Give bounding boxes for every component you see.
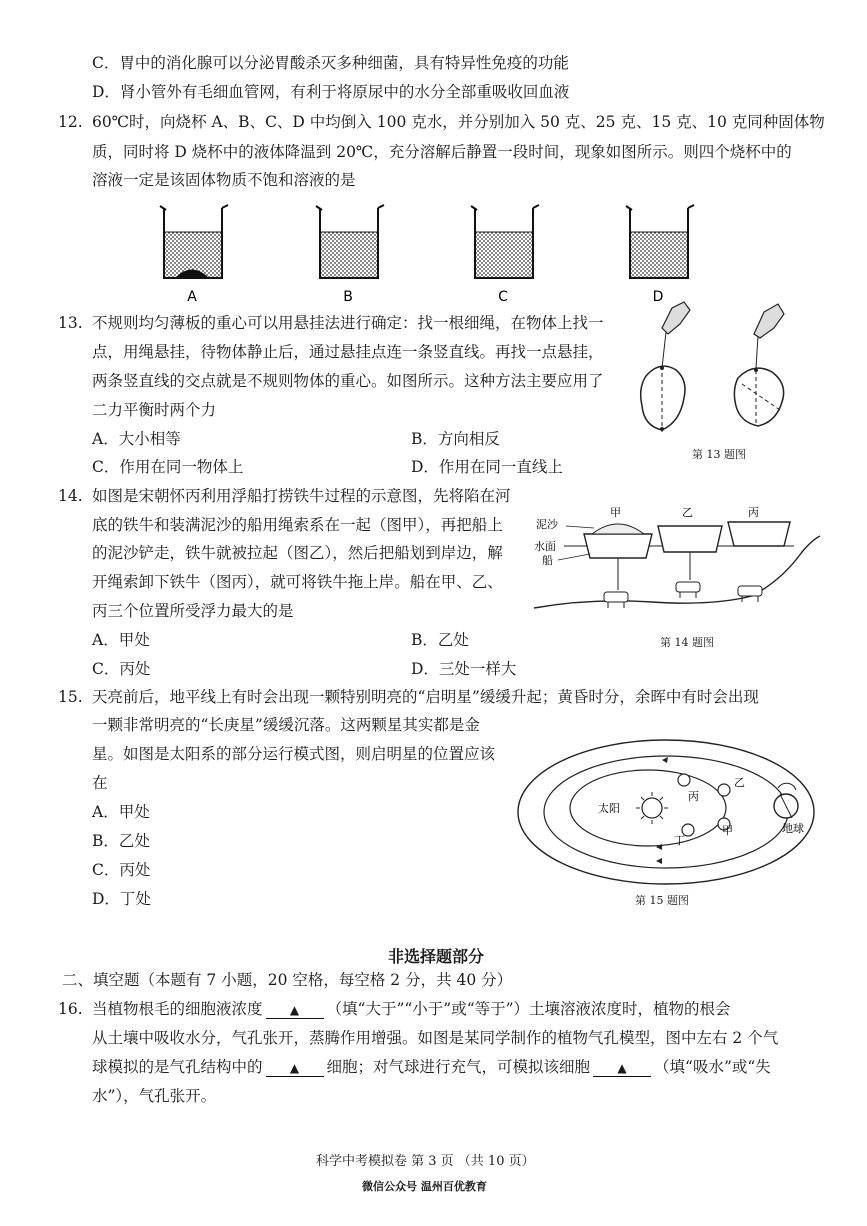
label-yi: 乙: [682, 506, 693, 519]
q14-figure-caption: 第 14 题图: [660, 636, 714, 649]
question-number-13: 13.: [58, 314, 83, 332]
q16-text-line2: 从土壤中吸收水分，气孔张开，蒸腾作用增强。如图是某同学制作的植物气孔模型，图中左右 2 个气: [92, 1029, 779, 1047]
q15-option-b: B．乙处: [92, 832, 150, 850]
beaker-label-b: B: [343, 289, 353, 305]
label-water-surface: 水面: [534, 540, 556, 553]
q11-option-c: C．胃中的消化腺可以分泌胃酸杀灭多种细菌，具有特异性免疫的功能: [92, 54, 569, 72]
answer-blank-2[interactable]: ▲: [266, 1060, 324, 1077]
beaker-d: [626, 205, 694, 278]
q14-text-line1: 如图是宋朝怀丙利用浮船打捞铁牛过程的示意图，先将陷在河: [92, 487, 511, 505]
q14-text-line5: 丙三个位置所受浮力最大的是: [92, 602, 294, 620]
q12-text-line1: 60℃时，向烧杯 A、B、C、D 中均倒入 100 克水，并分别加入 50 克、25 克、15 克、10 克同种固体物: [92, 113, 825, 131]
label-jia: 甲: [610, 506, 621, 519]
q13-option-c: C．作用在同一物体上: [92, 458, 244, 476]
question-number-12: 12.: [58, 113, 83, 131]
label-earth: 地球: [782, 822, 804, 835]
q12-beaker-figure: [150, 202, 710, 306]
label-ding: 丁: [674, 834, 685, 847]
q15-option-d: D．丁处: [92, 890, 151, 908]
label-sun: 太阳: [598, 802, 620, 815]
sun-icon: [636, 792, 668, 824]
iron-ox-icon: [738, 586, 762, 602]
label-jia: 甲: [722, 824, 733, 837]
q14-option-b: B．乙处: [411, 631, 469, 649]
q15-text-line2: 一颗非常明亮的“长庚星”缓缓沉落。这两颗星其实都是金: [92, 716, 480, 734]
q13-text-line2: 点，用绳悬挂，待物体静止后，通过悬挂点连一条竖直线。再找一点悬挂，: [92, 343, 604, 361]
q15-option-c: C．丙处: [92, 861, 151, 879]
q13-hanging-figure: [632, 298, 812, 438]
q13-text-line1: 不规则均匀薄板的重心可以用悬挂法进行确定：找一根细绳，在物体上找一: [92, 314, 604, 332]
earth-icon: [774, 783, 798, 818]
q14-option-d: D．三处一样大: [411, 660, 517, 678]
q16-line1-part2: （填“大于”“小于”或“等于”）土壤溶液浓度时，植物的根会: [326, 1000, 731, 1018]
q15-text-line1: 天亮前后，地平线上有时会出现一颗特别明亮的“启明星”缓缓升起；黄昏时分，余晖中有时会出现: [92, 688, 759, 706]
page-footer: 科学中考模拟卷 第 3 页 （共 10 页）: [316, 1154, 535, 1169]
label-yi: 乙: [734, 776, 745, 789]
label-boat: 船: [542, 554, 553, 567]
q13-text-line3: 两条竖直线的交点就是不规则物体的重心。如图所示。这种方法主要应用了: [92, 372, 604, 390]
q14-option-c: C．丙处: [92, 660, 151, 678]
q14-boat-figure: [532, 500, 822, 628]
q16-line1-part1: 当植物根毛的细胞液浓度: [92, 1000, 263, 1018]
section-heading: 二、填空题（本题有 7 小题，20 空格，每空格 2 分，共 40 分）: [62, 971, 513, 989]
q13-option-d: D．作用在同一直线上: [411, 458, 563, 476]
beaker-label-d: D: [652, 289, 664, 305]
q14-text-line3: 的泥沙铲走，铁牛就被拉起（图乙），然后把船划到岸边，解: [92, 544, 503, 562]
iron-ox-icon: [676, 582, 700, 598]
q13-option-b: B．方向相反: [411, 430, 500, 448]
question-number-16: 16.: [58, 1000, 83, 1018]
label-bing: 丙: [688, 790, 699, 803]
q16-line3-part2: 细胞；对气球进行充气，可模拟该细胞: [326, 1058, 591, 1076]
label-bing: 丙: [748, 506, 759, 519]
q14-text-line4: 开绳索卸下铁牛（图丙），就可将铁牛拖上岸。船在甲、乙、: [92, 573, 503, 591]
q12-text-line3: 溶液一定是该固体物质不饱和溶液的是: [92, 171, 356, 189]
section-title: 非选择题部分: [388, 947, 485, 966]
q16-text-line1: [92, 999, 731, 1019]
q16-line3-part1: 球模拟的是气孔结构中的: [92, 1058, 263, 1076]
beaker-label-c: C: [498, 289, 508, 305]
q11-option-d: D．肾小管外有毛细血管网，有利于将原尿中的水分全部重吸收回血液: [92, 83, 570, 101]
q16-text-line4: 水”），气孔张开。: [92, 1087, 217, 1105]
q13-text-line4: 二力平衡时两个力: [92, 401, 217, 419]
q14-text-line2: 底的铁牛和装满泥沙的船用绳索系在一起（图甲），再把船上: [92, 516, 503, 534]
answer-blank-3[interactable]: ▲: [593, 1060, 651, 1077]
beaker-b: [316, 205, 384, 278]
question-number-14: 14.: [58, 487, 83, 505]
q12-text-line2: 质，同时将 D 烧杯中的液体降温到 20℃，充分溶解后静置一段时间，现象如图所示。则四个烧杯中的: [92, 143, 792, 161]
q14-option-a: A．甲处: [92, 631, 150, 649]
q13-figure-caption: 第 13 题图: [692, 448, 746, 461]
hand-icon: [662, 302, 690, 334]
question-number-15: 15.: [58, 688, 83, 706]
hand-icon: [754, 304, 784, 338]
beaker-a: [160, 205, 228, 278]
beaker-label-a: A: [187, 289, 197, 305]
q15-text-line4: 在: [92, 774, 108, 792]
answer-blank-1[interactable]: ▲: [266, 1002, 324, 1019]
label-sand: 泥沙: [536, 518, 558, 531]
q13-option-a: A．大小相等: [92, 430, 181, 448]
q15-figure-caption: 第 15 题图: [635, 894, 689, 907]
q15-orbit-figure: [512, 728, 828, 888]
q15-text-line3: 星。如图是太阳系的部分运行模式图，则启明星的位置应该: [92, 745, 496, 763]
beaker-c: [471, 205, 539, 278]
q16-line3-part3: （填“吸水”或“失: [654, 1058, 771, 1076]
q16-text-line3: [92, 1057, 771, 1077]
iron-ox-icon: [604, 592, 628, 608]
footer-watermark: 微信公众号 温州百优教育: [362, 1180, 487, 1193]
q15-option-a: A．甲处: [92, 803, 150, 821]
